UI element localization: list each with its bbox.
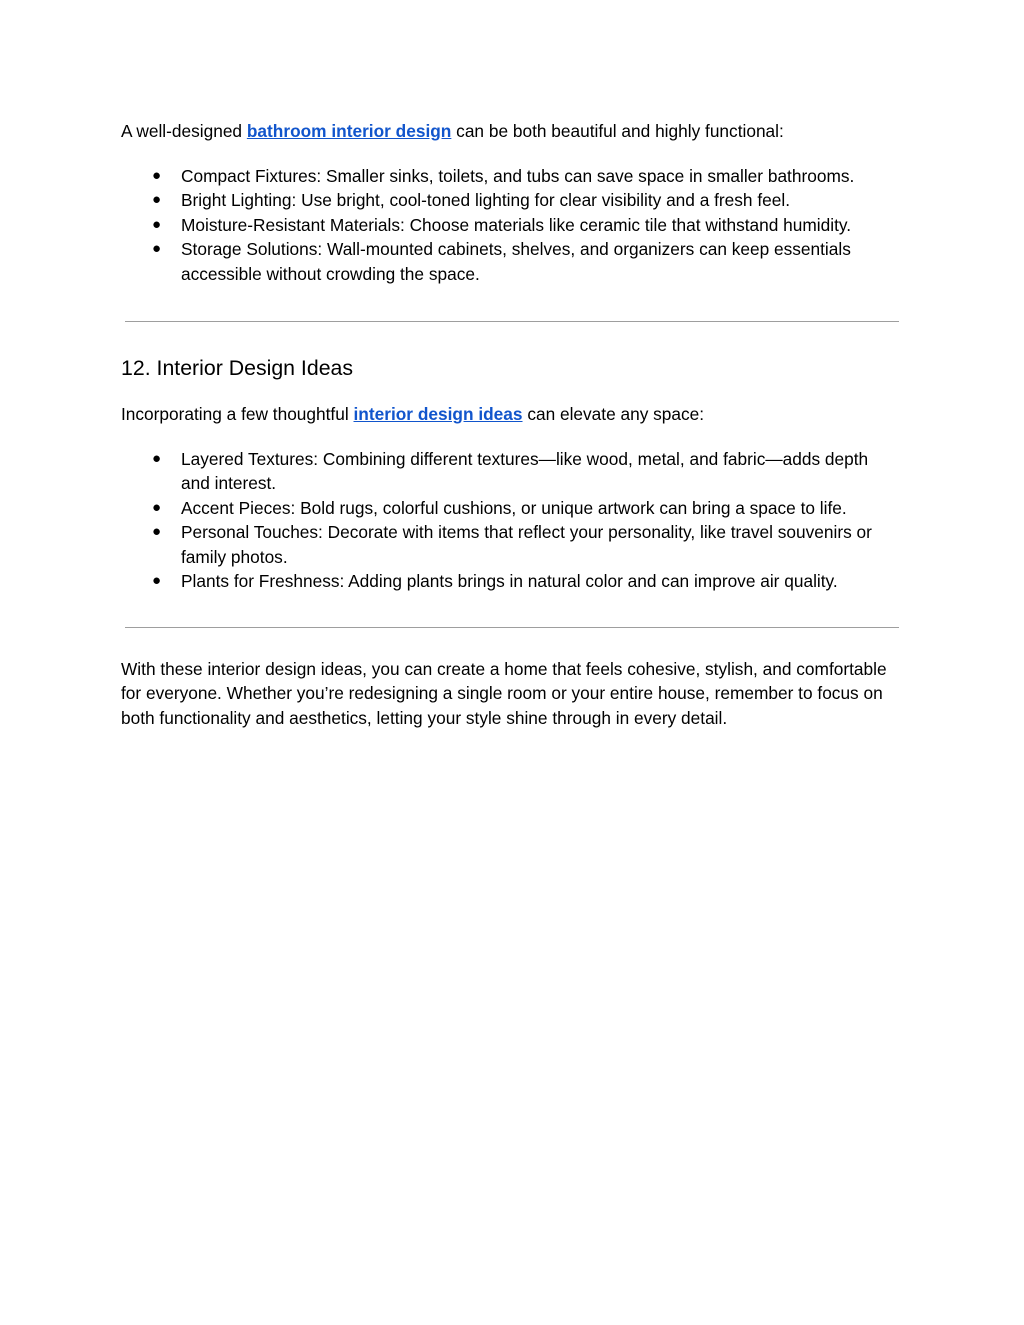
list-item-text: Layered Textures: Combining different textures—like wood, metal, and fabric—adds depth and interest. [181, 449, 869, 494]
bullet-icon: ● [152, 523, 162, 541]
list-item-text: Personal Touches: Decorate with items that reflect your personality, like travel souvenirs or family photos. [181, 522, 872, 567]
closing-paragraph: With these interior design ideas, you can create a home that feels cohesive, stylish, and comfortable for everyone. Whether you’re redesigning a single room or your entire house, remember to focus on both functionality and aesthetics, letting your style shine through in every detail. [121, 659, 887, 728]
intro-text-before: Incorporating a few thoughtful [121, 404, 354, 424]
list-item-text: Accent Pieces: Bold rugs, colorful cushions, or unique artwork can bring a space to life. [181, 497, 847, 518]
list-item-text: Bright Lighting: Use bright, cool-toned lighting for clear visibility and a fresh feel. [181, 190, 791, 211]
list-item-text: Moisture-Resistant Materials: Choose materials like ceramic tile that withstand humidity. [181, 214, 852, 235]
list-item-text: Plants for Freshness: Adding plants brings in natural color and can improve air quality. [181, 571, 838, 592]
list-item [121, 237, 901, 286]
design-ideas-intro-paragraph [121, 402, 901, 426]
bullet-icon: ● [152, 240, 162, 258]
intro-text-before: A well-designed [121, 121, 247, 141]
design-ideas-list [121, 447, 901, 593]
list-item [121, 188, 901, 212]
bullet-icon: ● [152, 191, 162, 209]
list-item-text: Compact Fixtures: Smaller sinks, toilets, and tubs can save space in smaller bathrooms. [181, 166, 855, 186]
list-item [121, 213, 901, 237]
list-item [121, 520, 901, 569]
list-item [121, 447, 901, 496]
list-item [121, 496, 901, 520]
intro-text-after: can elevate any space: [522, 404, 705, 424]
bullet-icon: ● [152, 498, 162, 516]
bathroom-tips-list [121, 164, 901, 286]
horizontal-divider [125, 321, 899, 322]
list-item-text: Storage Solutions: Wall-mounted cabinets, shelves, and organizers can keep essentials accessible without crowding the space. [181, 239, 851, 284]
list-item [121, 164, 901, 188]
interior-design-ideas-link[interactable]: interior design ideas [353, 404, 523, 424]
bathroom-intro-paragraph [121, 119, 901, 143]
bullet-icon: ● [152, 450, 162, 467]
bullet-icon: ● [152, 572, 162, 590]
bathroom-interior-design-link[interactable]: bathroom interior design [246, 121, 452, 141]
bullet-icon: ● [152, 167, 162, 184]
section-heading: 12. Interior Design Ideas [121, 356, 354, 380]
bullet-icon: ● [152, 215, 162, 233]
horizontal-divider [125, 627, 899, 628]
list-item [121, 569, 901, 593]
intro-text-after: can be both beautiful and highly functional: [451, 121, 784, 141]
